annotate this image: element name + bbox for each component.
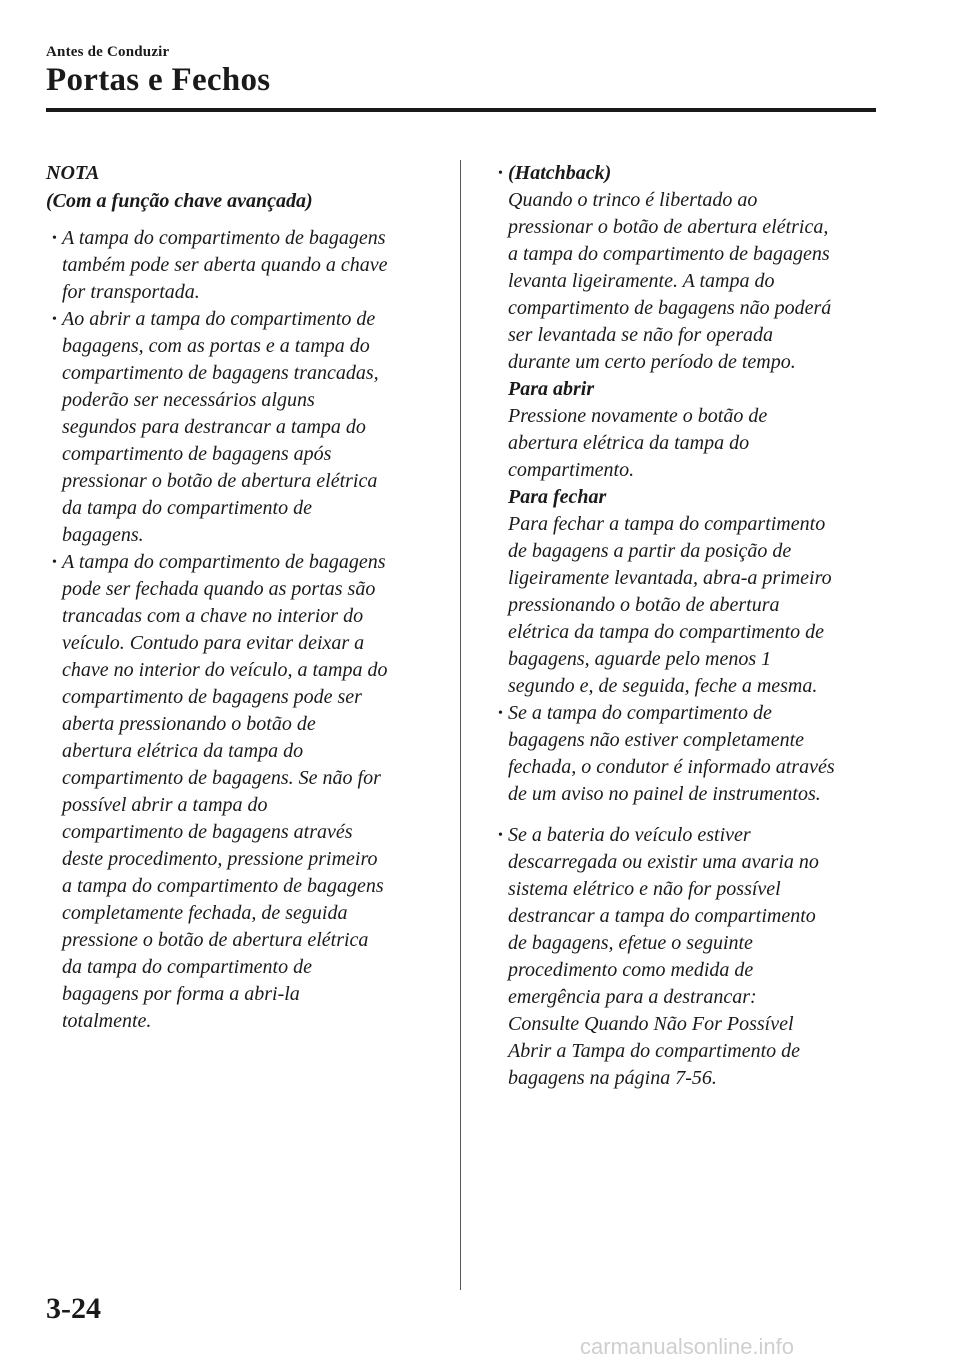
text-line: segundo e, de seguida, feche a mesma.	[508, 675, 818, 697]
page-number: 3-24	[46, 1292, 101, 1325]
text-line: durante um certo período de tempo.	[508, 351, 796, 373]
text-line: Para fechar a tampa do compartimento	[508, 513, 826, 535]
text-line: a tampa do compartimento de bagagens	[62, 875, 384, 897]
text-line: possível abrir a tampa do	[62, 794, 268, 816]
note-bullet	[46, 306, 446, 549]
note-bullet-list	[46, 225, 446, 1035]
note-subtitle: (Com a função chave avançada)	[46, 190, 313, 212]
right-column	[492, 160, 892, 1092]
text-line: procedimento como medida de	[508, 959, 754, 981]
header-divider	[46, 108, 876, 112]
text-line: também pode ser aberta quando a chave	[62, 254, 388, 276]
hatchback-heading: (Hatchback)	[508, 162, 612, 184]
battery-text	[508, 822, 892, 1092]
bullet-dot-icon: •	[52, 231, 57, 246]
text-line: for transportada.	[62, 281, 200, 303]
bullet-battery	[492, 822, 892, 1092]
text-line: compartimento de bagagens trancadas,	[62, 362, 379, 384]
left-column	[46, 160, 446, 1035]
text-line: Se a tampa do compartimento de	[508, 702, 772, 724]
text-line: de bagagens, efetue o seguinte	[508, 932, 753, 954]
hatchback-text	[508, 187, 892, 376]
text-line: a tampa do compartimento de bagagens	[508, 243, 830, 265]
text-line: completamente fechada, de seguida	[62, 902, 348, 924]
text-line: compartimento de bagagens. Se não for	[62, 767, 381, 789]
bullet-dot-icon: •	[498, 706, 503, 721]
text-line: compartimento de bagagens através	[62, 821, 353, 843]
section-label: Antes de Conduzir	[46, 44, 170, 60]
column-divider	[460, 160, 461, 1290]
text-line: A tampa do compartimento de bagagens	[62, 227, 386, 249]
text-line: compartimento.	[508, 459, 635, 481]
text-line: emergência para a destrancar:	[508, 986, 757, 1008]
text-line: da tampa do compartimento de	[62, 497, 312, 519]
text-line: de bagagens a partir da posição de	[508, 540, 792, 562]
open-heading: Para abrir	[508, 378, 595, 400]
bullet-dot-icon: •	[52, 555, 57, 570]
text-line: descarregada ou existir uma avaria no	[508, 851, 819, 873]
text-line: Se a bateria do veículo estiver	[508, 824, 751, 846]
text-line: pressionando o botão de abertura	[508, 594, 780, 616]
text-line: chave no interior do veículo, a tampa do	[62, 659, 388, 681]
text-line: compartimento de bagagens após	[62, 443, 332, 465]
bullet-dot-icon: •	[498, 828, 503, 843]
page-title: Portas e Fechos	[46, 62, 271, 98]
text-line: ser levantada se não for operada	[508, 324, 773, 346]
text-line: levanta ligeiramente. A tampa do	[508, 270, 775, 292]
text-line: Abrir a Tampa do compartimento de	[508, 1040, 801, 1062]
note-bullet	[46, 549, 446, 1035]
text-line: bagagens.	[62, 524, 144, 546]
bullet-dot-icon: •	[52, 312, 57, 327]
bullet-hatchback	[492, 160, 892, 700]
text-line: bagagens na página 7-56.	[508, 1067, 717, 1089]
text-line: pode ser fechada quando as portas são	[62, 578, 376, 600]
text-line: bagagens, aguarde pelo menos 1	[508, 648, 772, 670]
text-line: totalmente.	[62, 1010, 152, 1032]
text-line: elétrica da tampa do compartimento de	[508, 621, 825, 643]
text-line: poderão ser necessários alguns	[62, 389, 315, 411]
text-line: Ao abrir a tampa do compartimento de	[62, 308, 376, 330]
text-line: fechada, o condutor é informado através	[508, 756, 835, 778]
text-line: veículo. Contudo para evitar deixar a	[62, 632, 365, 654]
bullet-dot-icon: •	[498, 166, 503, 181]
open-text	[508, 403, 892, 484]
text-line: destrancar a tampa do compartimento	[508, 905, 816, 927]
text-line: aberta pressionando o botão de	[62, 713, 316, 735]
text-line: trancadas com a chave no interior do	[62, 605, 364, 627]
text-line: compartimento de bagagens não poderá	[508, 297, 832, 319]
close-text	[508, 511, 892, 700]
watermark: carmanualsonline.info	[580, 1334, 795, 1359]
text-line: segundos para destrancar a tampa do	[62, 416, 366, 438]
close-heading: Para fechar	[508, 486, 607, 508]
text-line: de um aviso no painel de instrumentos.	[508, 783, 821, 805]
text-line: abertura elétrica da tampa do	[508, 432, 750, 454]
text-line: bagagens não estiver completamente	[508, 729, 805, 751]
text-line: Pressione novamente o botão de	[508, 405, 768, 427]
text-line: ligeiramente levantada, abra-a primeiro	[508, 567, 832, 589]
text-line: sistema elétrico e não for possível	[508, 878, 781, 900]
text-line: A tampa do compartimento de bagagens	[62, 551, 386, 573]
text-line: pressionar o botão de abertura elétrica,	[508, 216, 829, 238]
text-line: pressione o botão de abertura elétrica	[62, 929, 369, 951]
warning-text	[508, 700, 892, 808]
text-line: deste procedimento, pressione primeiro	[62, 848, 378, 870]
note-bullet	[46, 225, 446, 306]
note-label: NOTA	[46, 162, 100, 184]
bullet-text	[62, 549, 446, 1035]
text-line: pressionar o botão de abertura elétrica	[62, 470, 378, 492]
bullet-text	[62, 306, 446, 549]
text-line: bagagens, com as portas e a tampa do	[62, 335, 370, 357]
text-line: Quando o trinco é libertado ao	[508, 189, 758, 211]
text-line: abertura elétrica da tampa do	[62, 740, 304, 762]
text-line: compartimento de bagagens pode ser	[62, 686, 362, 708]
bullet-text	[62, 225, 446, 306]
text-line: bagagens por forma a abri-la	[62, 983, 300, 1005]
bullet-warning	[492, 700, 892, 808]
text-line: Consulte Quando Não For Possível	[508, 1013, 794, 1035]
text-line: da tampa do compartimento de	[62, 956, 312, 978]
